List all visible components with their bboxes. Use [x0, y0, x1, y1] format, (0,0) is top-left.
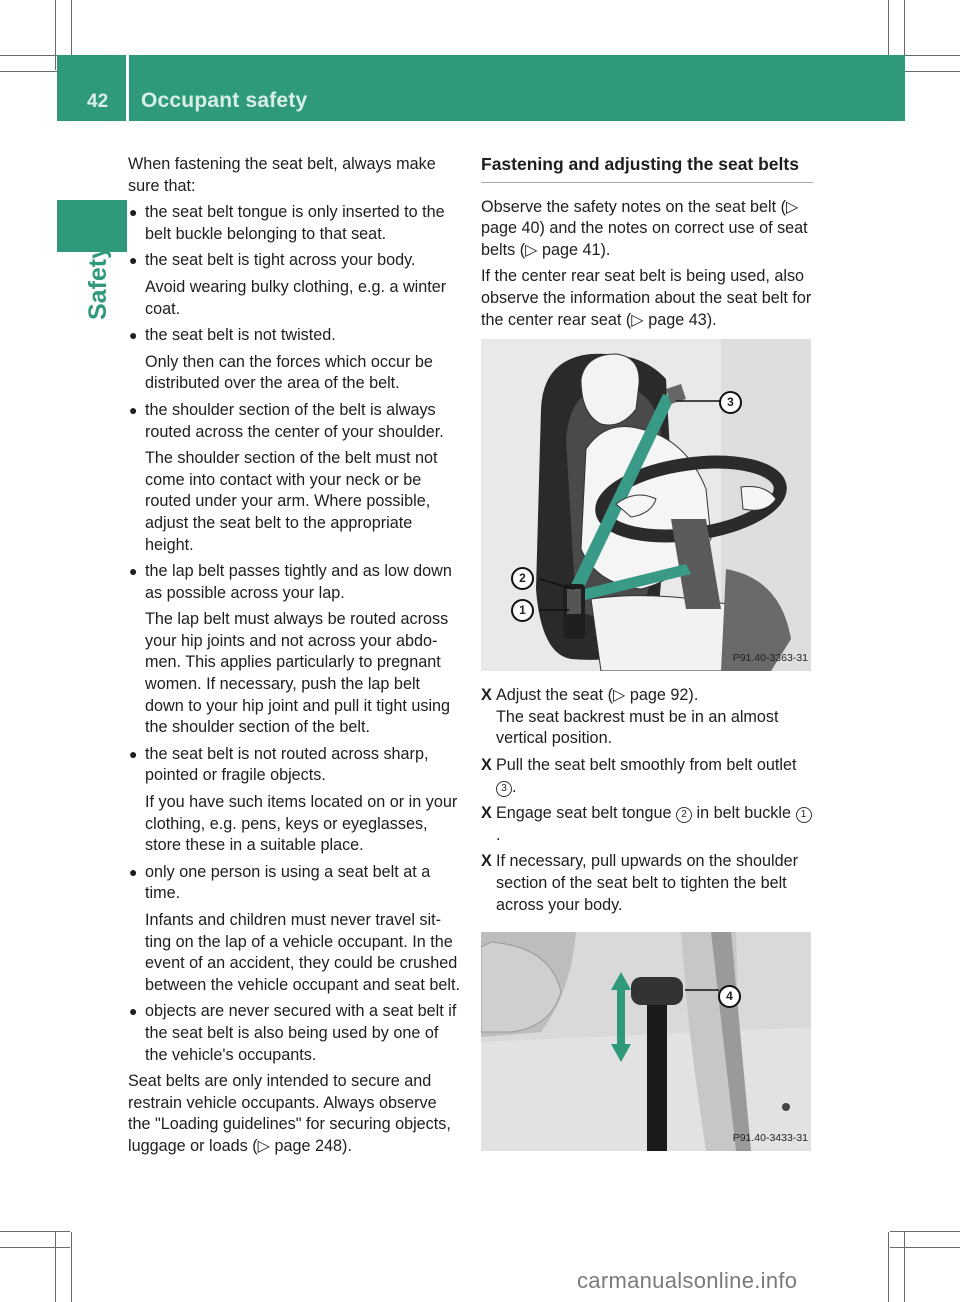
- closing-text: Seat belts are only intended to secure and restrain vehicle occupants. Always observe the "Loading guidelines" for securing objects, luggage or loads (▷ page 248).: [128, 1072, 451, 1155]
- page-number: 42: [87, 91, 109, 112]
- crop-mark: [55, 0, 56, 70]
- bullet-icon: ●: [129, 1003, 138, 1020]
- list-item: ● the seat belt is not routed across sharp, pointed or fragile objects.: [129, 744, 429, 785]
- crop-mark: [904, 1232, 905, 1302]
- list-item-detail: Avoid wearing bulky clothing, e.g. a winter coat.: [145, 277, 447, 318]
- belt-height-figure: [481, 932, 811, 1151]
- bullet-icon: ●: [129, 563, 138, 580]
- list-item: ● the shoulder section of the belt is always routed across the center of your shoulder.: [129, 400, 444, 441]
- crop-mark: [0, 1231, 70, 1232]
- list-item: ● the seat belt is not twisted.: [128, 325, 462, 347]
- crop-mark: [890, 1231, 960, 1232]
- section-title: Occupant safety: [141, 89, 308, 112]
- instruction-step: X Pull the seat belt smoothly from belt outlet 3 .: [481, 755, 797, 796]
- crop-mark: [55, 1232, 56, 1302]
- watermark: carmanualsonline.info: [577, 1268, 798, 1293]
- list-item: ● only one person is using a seat belt at a time.: [129, 862, 431, 903]
- list-item-detail: The shoulder section of the belt must not come into contact with your neck or be routed under your arm. Where possible, adjust the seat belt to the appropriate height.: [145, 449, 438, 554]
- intro-paragraph: Observe the safety notes on the seat belt (▷ page 40) and the notes on correct use of seat belts (▷ page 41).: [481, 197, 808, 259]
- bullet-icon: ●: [129, 252, 138, 269]
- callout-ref: 1: [796, 807, 812, 823]
- list-item-detail: The lap belt must always be routed across your hip joints and not across your abdo-men. This applies particularly to pregnant women. If necessary, push the lap belt down to your hip joint and pull it tight using the shoulder section of the belt.: [145, 610, 451, 737]
- bullet-list: [128, 202, 462, 1066]
- left-column: [128, 154, 462, 1163]
- section-heading: Fastening and adjusting the seat belts: [481, 154, 813, 183]
- list-item-detail: If you have such items located on or in your clothing, e.g. pens, keys or eyeglasses, store these in a suitable place.: [145, 793, 458, 855]
- step-marker: X: [481, 755, 492, 774]
- step-detail: The seat backrest must be in an almost vertical position.: [496, 707, 779, 748]
- header-separator: [126, 55, 129, 121]
- callout-ref: 2: [676, 807, 692, 823]
- intro-text: When fastening the seat belt, always make sure that:: [128, 155, 436, 195]
- bullet-icon: ●: [129, 204, 138, 221]
- instruction-step: X Adjust the seat (▷ page 92). The seat backrest must be in an almost vertical position.: [481, 686, 779, 748]
- callout-1: 1: [511, 599, 534, 622]
- figure-code: P91.40-3363-31: [732, 651, 808, 664]
- callout-4: 4: [718, 985, 741, 1008]
- header-bar: [57, 55, 905, 121]
- callout-3: 3: [719, 391, 742, 414]
- step-marker: X: [481, 852, 492, 871]
- step-marker: X: [481, 804, 492, 823]
- list-item: ● the seat belt tongue is only inserted to the belt buckle belonging to that seat.: [129, 203, 445, 243]
- seat-belt-figure: [481, 339, 811, 671]
- intro-paragraph: If the center rear seat belt is being used, also observe the information about the seat belt for the center rear seat (▷ page 43).: [481, 267, 812, 329]
- bullet-icon: ●: [129, 863, 138, 880]
- callout-2: 2: [511, 567, 534, 590]
- list-item: ● objects are never secured with a seat belt if the seat belt is also being used by one of the vehicle's occupants.: [129, 1002, 457, 1064]
- right-column: [481, 154, 813, 1151]
- step-marker: X: [481, 686, 492, 705]
- list-item: ● the lap belt passes tightly and as low down as possible across your lap.: [129, 562, 452, 602]
- driver-seat-illustration: [481, 339, 811, 671]
- list-item-detail: Only then can the forces which occur be distributed over the area of the belt.: [145, 352, 433, 393]
- bullet-icon: ●: [129, 401, 138, 418]
- crop-mark: [71, 1232, 72, 1302]
- bullet-icon: ●: [129, 327, 138, 344]
- crop-mark: [0, 1247, 70, 1248]
- belt-height-illustration: [481, 932, 811, 1151]
- instruction-step: X Engage seat belt tongue 2 in belt buckle 1.: [481, 803, 813, 846]
- bullet-icon: ●: [129, 745, 138, 762]
- figure-code: P91.40-3433-31: [732, 1131, 808, 1144]
- list-item-detail: Infants and children must never travel sit-ting on the lap of a vehicle occupant. In the event of an accident, they could be crushed between the vehicle occupant and seat belt.: [145, 911, 460, 994]
- side-tab-label: Safety: [84, 244, 112, 320]
- crop-mark: [890, 1247, 960, 1248]
- instruction-step: X If necessary, pull upwards on the shoulder section of the seat belt to tighten the belt across your body.: [481, 852, 799, 914]
- crop-mark: [888, 1232, 889, 1302]
- list-item: ● the seat belt is tight across your body.: [128, 250, 462, 272]
- callout-ref: 3: [496, 781, 512, 797]
